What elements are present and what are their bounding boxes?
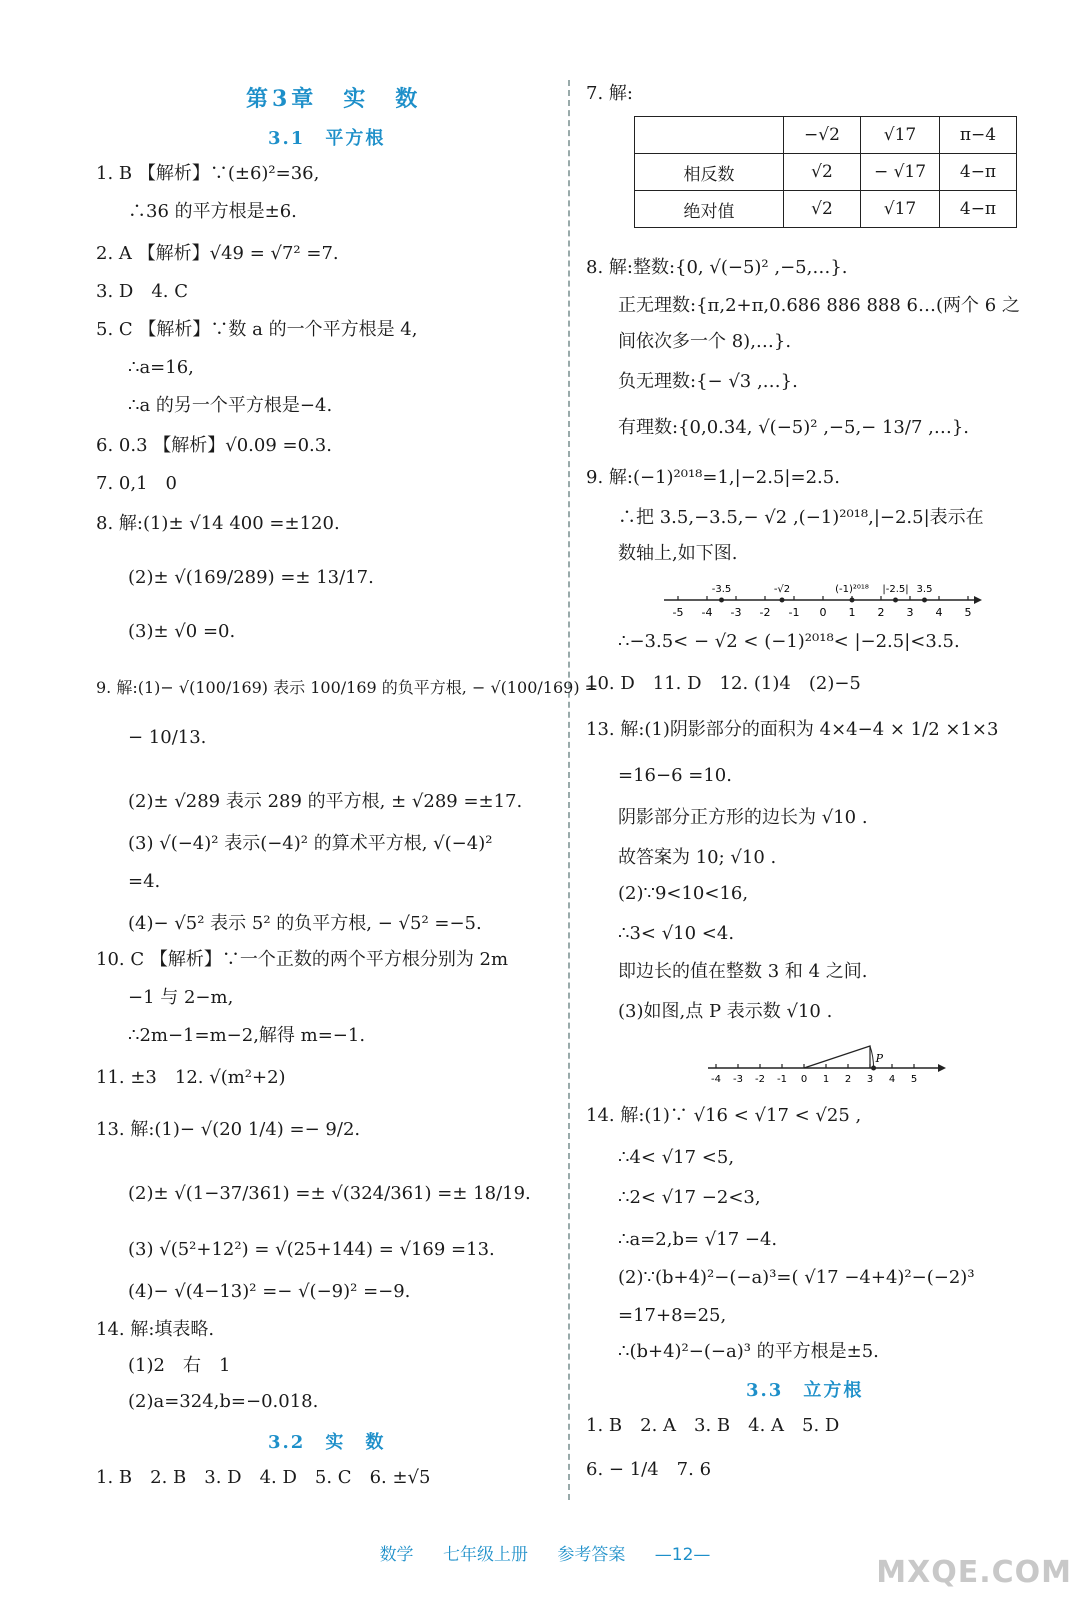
number-line-q9 xyxy=(664,578,984,624)
number-line-q13 xyxy=(708,1036,948,1086)
answer-line: 故答案为 10; √10 . xyxy=(618,847,777,868)
answer-line: 即边长的值在整数 3 和 4 之间. xyxy=(618,961,868,982)
answer-line: 1. B 2. A 3. B 4. A 5. D xyxy=(586,1415,840,1436)
answer-line: ∴36 的平方根是±6. xyxy=(128,201,297,222)
answer-line: (4)− √(4−13)² =− √(−9)² =−9. xyxy=(128,1281,411,1302)
answer-line: 10. D 11. D 12. (1)4 (2)−5 xyxy=(586,673,861,694)
right-triangle xyxy=(804,1046,870,1068)
point-marker xyxy=(922,598,927,603)
answer-line: ∴3< √10 <4. xyxy=(618,923,735,944)
answer-line: ∴a=16, xyxy=(128,357,194,378)
tick-label: 0 xyxy=(800,1074,808,1085)
tick-label: 0 xyxy=(819,606,827,619)
tick-label: 3 xyxy=(866,1074,874,1085)
table-cell: π−4 xyxy=(940,117,1017,154)
answer-line: (3)± √0 =0. xyxy=(128,621,236,642)
answer-line: 数轴上,如下图. xyxy=(618,543,738,564)
point-p-marker xyxy=(871,1066,876,1071)
answer-line: 有理数:{0,0.3̇4̇, √(−5)² ,−5,− 13/7 ,…}. xyxy=(618,417,970,438)
answer-line: ∴a=2,b= √17 −4. xyxy=(618,1229,778,1250)
answer-line: (2)± √(1−37/361) =± √(324/361) =± 18/19. xyxy=(128,1183,531,1204)
answer-line: 6. − 1/4 7. 6 xyxy=(586,1459,712,1480)
answer-line: =16−6 =10. xyxy=(618,765,732,786)
answer-line: 13. 解:(1)阴影部分的面积为 4×4−4 × 1/2 ×1×3 xyxy=(586,719,999,740)
answer-line: 7. 0,1 0 xyxy=(96,473,177,494)
answer-line: 阴影部分正方形的边长为 √10 . xyxy=(618,807,868,828)
tick-label: 2 xyxy=(877,606,885,619)
point-label: -3.5 xyxy=(711,584,732,595)
column-divider xyxy=(568,80,570,1500)
answer-line: 8. 解:(1)± √14 400 =±120. xyxy=(96,513,340,534)
footer-subject: 数学 xyxy=(379,1545,414,1565)
tick-label: -2 xyxy=(759,606,771,619)
answer-line: =4. xyxy=(128,871,161,892)
answer-line: =17+8=25, xyxy=(618,1305,727,1326)
table-cell: 相反数 xyxy=(635,154,784,191)
answer-line: 2. A 【解析】√49 = √7² =7. xyxy=(96,243,339,264)
table-cell xyxy=(635,117,784,154)
point-label: 3.5 xyxy=(916,584,933,595)
tick-label: 3 xyxy=(906,606,914,619)
answer-line: 14. 解:(1)∵ √16 < √17 < √25 , xyxy=(586,1105,862,1126)
tick-label: 5 xyxy=(964,606,972,619)
point-p-label: P xyxy=(875,1052,883,1065)
table-cell: √17 xyxy=(861,117,940,154)
table-cell: 4−π xyxy=(940,154,1017,191)
section-title-3-1: 3.1 平方根 xyxy=(268,128,386,149)
answer-line: 9. 解:(−1)²⁰¹⁸=1,|−2.5|=2.5. xyxy=(586,467,840,488)
watermark-logo: MXQE.COM xyxy=(876,1555,1072,1590)
answer-line: (2)± √289 表示 289 的平方根, ± √289 =±17. xyxy=(128,791,523,812)
tick-label: -1 xyxy=(788,606,800,619)
table-cell: − √17 xyxy=(861,154,940,191)
table-cell: 绝对值 xyxy=(635,191,784,228)
tick-label: -2 xyxy=(755,1074,765,1085)
footer-grade: 七年级上册 xyxy=(442,1545,528,1565)
table-cell: 4−π xyxy=(940,191,1017,228)
answer-line: 1. B 2. B 3. D 4. D 5. C 6. ±√5 xyxy=(96,1467,431,1488)
tick-label: 1 xyxy=(822,1074,830,1085)
footer-answers: 参考答案 xyxy=(557,1545,626,1565)
answer-line: (4)− √5² 表示 5² 的负平方根, − √5² =−5. xyxy=(128,913,482,934)
answer-line: 7. 解: xyxy=(586,83,633,104)
table-cell: √2 xyxy=(784,154,861,191)
answer-line: 11. ±3 12. √(m²+2) xyxy=(96,1067,286,1088)
answer-line: (2)± √(169/289) =± 13/17. xyxy=(128,567,374,588)
answer-line: −1 与 2−m, xyxy=(128,987,234,1008)
tick-label: 5 xyxy=(910,1074,918,1085)
point-label: |-2.5| xyxy=(882,584,909,595)
point-marker xyxy=(893,598,898,603)
answer-line: ∴a 的另一个平方根是−4. xyxy=(128,395,333,416)
answer-line: 6. 0.3 【解析】√0.09 =0.3. xyxy=(96,435,332,456)
answer-line: ∴把 3.5,−3.5,− √2 ,(−1)²⁰¹⁸,|−2.5|表示在 xyxy=(618,507,984,528)
answer-line: 负无理数:{− √3 ,…}. xyxy=(618,371,798,392)
tick-label: -3 xyxy=(730,606,742,619)
tick-label: -4 xyxy=(711,1074,721,1085)
tick-label: 4 xyxy=(935,606,943,619)
tick-label: -5 xyxy=(672,606,684,619)
answer-line: (3)如图,点 P 表示数 √10 . xyxy=(618,1001,833,1022)
answer-line: ∴−3.5< − √2 < (−1)²⁰¹⁸< |−2.5|<3.5. xyxy=(618,631,960,652)
answer-line: − 10/13. xyxy=(128,727,207,748)
answer-line: 间依次多一个 8),…}. xyxy=(618,331,792,352)
chapter-title: 第3章 实 数 xyxy=(246,86,422,112)
answer-line: 3. D 4. C xyxy=(96,281,188,302)
tick-label: 1 xyxy=(848,606,856,619)
answer-line: ∴(b+4)²−(−a)³ 的平方根是±5. xyxy=(618,1341,879,1362)
answer-line: (1)2 右 1 xyxy=(128,1355,231,1376)
table-cell: √17 xyxy=(861,191,940,228)
tick-label: -4 xyxy=(701,606,713,619)
answer-line: ∴4< √17 <5, xyxy=(618,1147,735,1168)
answer-line: 9. 解:(1)− √(100/169) 表示 100/169 的负平方根, − √(100/169) = xyxy=(96,678,599,697)
section-title-3-2: 3.2 实 数 xyxy=(268,1432,386,1453)
answer-line: (2)a=324,b=−0.018. xyxy=(128,1391,319,1412)
answer-line: 14. 解:填表略. xyxy=(96,1319,215,1340)
tick-label: 4 xyxy=(888,1074,896,1085)
answer-line: 13. 解:(1)− √(20 1/4) =− 9/2. xyxy=(96,1119,361,1140)
tick-label: -3 xyxy=(733,1074,743,1085)
answer-line: 1. B 【解析】∵(±6)²=36, xyxy=(96,163,320,184)
tick-label: 2 xyxy=(844,1074,852,1085)
section-title-3-3: 3.3 立方根 xyxy=(746,1380,864,1401)
answer-line: (2)∵(b+4)²−(−a)³=( √17 −4+4)²−(−2)³ xyxy=(618,1267,975,1288)
answer-line: (2)∵9<10<16, xyxy=(618,883,749,904)
point-label: (-1)²⁰¹⁸ xyxy=(835,584,869,595)
answer-line: 正无理数:{π,2+π,0.686 886 888 6…(两个 6 之 xyxy=(618,295,1020,316)
point-marker xyxy=(779,598,784,603)
table-cell: −√2 xyxy=(784,117,861,154)
answer-line: ∴2< √17 −2<3, xyxy=(618,1187,761,1208)
answer-table xyxy=(634,116,1017,228)
table-cell: √2 xyxy=(784,191,861,228)
answer-line: 8. 解:整数:{0, √(−5)² ,−5,…}. xyxy=(586,257,848,278)
answer-line: ∴2m−1=m−2,解得 m=−1. xyxy=(128,1025,366,1046)
answer-line: (3) √(5²+12²) = √(25+144) = √169 =13. xyxy=(128,1239,495,1260)
tick-label: -1 xyxy=(777,1074,787,1085)
point-marker xyxy=(719,598,724,603)
answer-line: (3) √(−4)² 表示(−4)² 的算术平方根, √(−4)² xyxy=(128,833,493,854)
answer-line: 10. C 【解析】∵一个正数的两个平方根分别为 2m xyxy=(96,949,509,970)
point-label: -√2 xyxy=(773,584,791,595)
point-marker xyxy=(850,598,855,603)
page-number: —12— xyxy=(654,1545,711,1565)
answer-line: 5. C 【解析】∵数 a 的一个平方根是 4, xyxy=(96,319,418,340)
